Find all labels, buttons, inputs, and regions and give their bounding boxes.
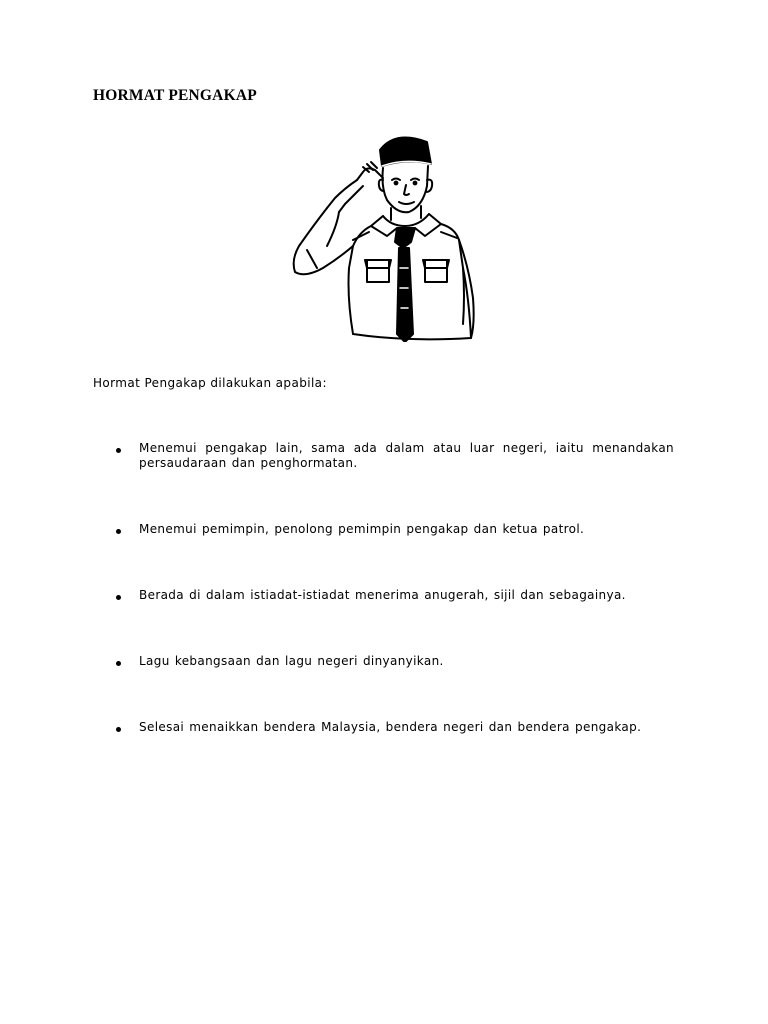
list-item-text: Menemui pengakap lain, sama ada dalam atau luar negeri, iaitu menandakan persaudaraan dan penghormatan. bbox=[139, 441, 674, 470]
bullet-icon bbox=[116, 595, 121, 600]
list-item-text: Lagu kebangsaan dan lagu negeri dinyanyikan. bbox=[139, 654, 444, 668]
list-item-text: Selesai menaikkan bendera Malaysia, bendera negeri dan bendera pengakap. bbox=[139, 720, 642, 734]
intro-text: Hormat Pengakap dilakukan apabila: bbox=[93, 376, 327, 390]
list-item-text: Menemui pemimpin, penolong pemimpin pengakap dan ketua patrol. bbox=[139, 522, 585, 536]
bullet-icon bbox=[116, 529, 121, 534]
bullet-icon bbox=[116, 448, 121, 453]
page-title: HORMAT PENGAKAP bbox=[93, 87, 257, 104]
list-item-text: Berada di dalam istiadat-istiadat menerima anugerah, sijil dan sebagainya. bbox=[139, 588, 626, 602]
bullet-icon bbox=[116, 727, 121, 732]
scout-salute-illustration bbox=[287, 128, 477, 342]
bullet-icon bbox=[116, 661, 121, 666]
